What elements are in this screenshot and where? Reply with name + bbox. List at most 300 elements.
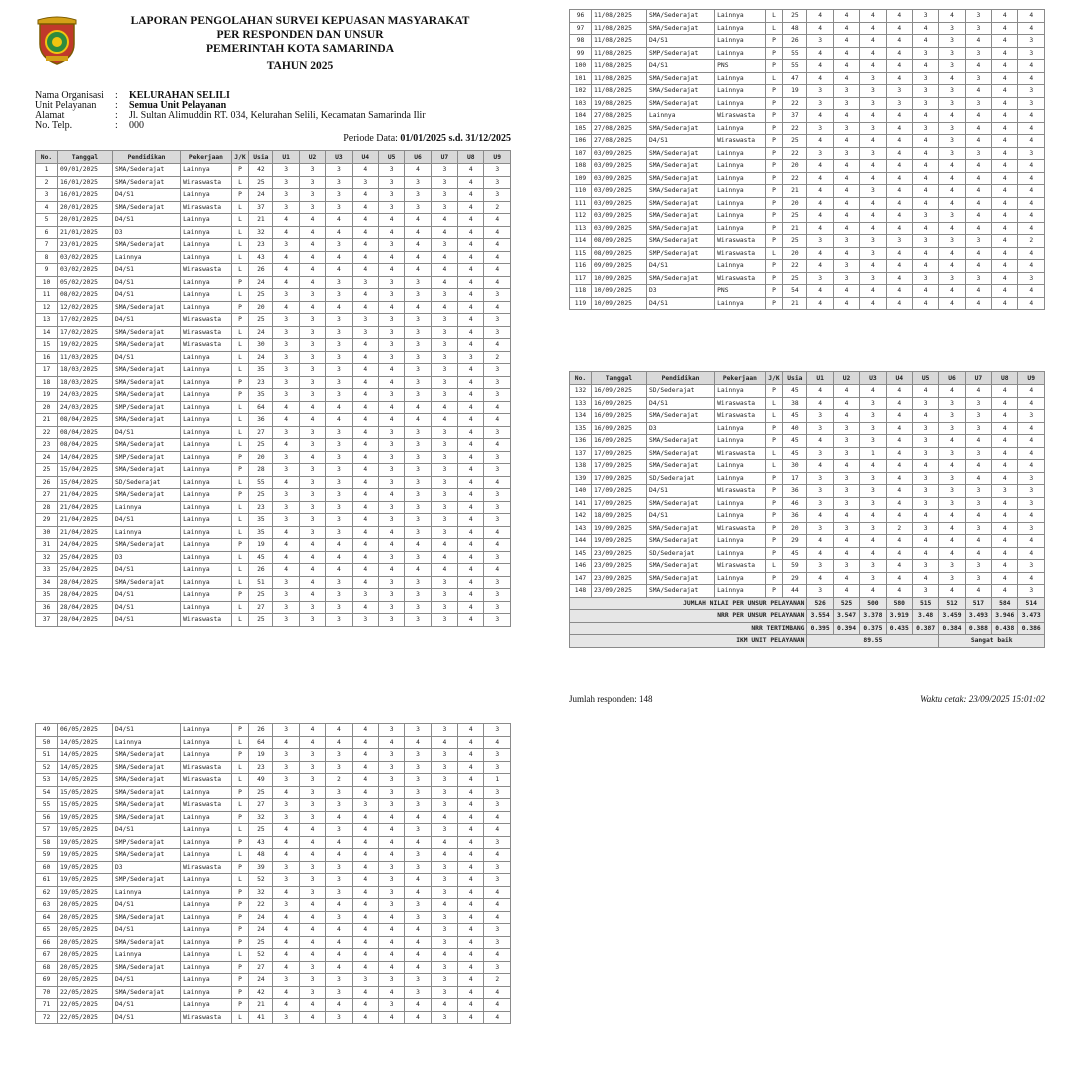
table-cell: 3 (326, 426, 352, 439)
table-cell: 4 (352, 836, 378, 849)
table-cell: 3 (378, 589, 404, 602)
table-cell: 4 (458, 761, 484, 774)
table-cell: Lainnya (181, 439, 232, 452)
table-cell: P (765, 47, 783, 60)
table-cell: 3 (326, 799, 352, 812)
table-cell: 4 (458, 749, 484, 762)
table-cell: 03/09/2025 (591, 222, 646, 235)
table-cell: 4 (326, 736, 352, 749)
table-cell: Lainnya (181, 414, 232, 427)
table-cell: 3 (807, 410, 833, 423)
table-cell: SD/Sederajat (646, 472, 714, 485)
table-cell: 3 (326, 514, 352, 527)
table-cell: 4 (458, 601, 484, 614)
table-cell: 15/04/2025 (57, 476, 112, 489)
table-cell: 20 (783, 522, 807, 535)
table-cell: 3 (939, 22, 965, 35)
summary-value: 3.378 (860, 610, 886, 623)
table-cell: 08/02/2025 (57, 289, 112, 302)
table-cell: 4 (833, 35, 859, 48)
table-row (570, 435, 1045, 448)
table-cell: 3 (299, 874, 325, 887)
table-cell: 4 (405, 264, 431, 277)
table-cell: 4 (273, 924, 299, 937)
table-cell: 3 (273, 874, 299, 887)
table-cell: L (765, 397, 783, 410)
table-row (36, 389, 511, 402)
table-cell: 4 (992, 235, 1018, 248)
table-cell: 43 (249, 251, 273, 264)
table-cell: 4 (458, 251, 484, 264)
table-cell: 08/04/2025 (57, 414, 112, 427)
table-cell: L (231, 949, 249, 962)
table-cell: 35 (249, 526, 273, 539)
table-cell: 3 (405, 351, 431, 364)
table-cell: D4/S1 (112, 314, 180, 327)
table-row (570, 385, 1045, 398)
table-cell: 40 (783, 422, 807, 435)
table-cell: 4 (965, 160, 991, 173)
table-cell: 4 (939, 10, 965, 23)
table-cell: 4 (405, 736, 431, 749)
table-cell: 56 (36, 811, 58, 824)
table-cell: 18/09/2025 (591, 510, 646, 523)
table-cell: 68 (36, 961, 58, 974)
table-row (36, 576, 511, 589)
table-cell: D4/S1 (112, 824, 180, 837)
table-cell: 3 (378, 239, 404, 252)
table-cell: 4 (299, 576, 325, 589)
table-cell: Lainnya (715, 572, 766, 585)
table-cell: 3 (273, 1011, 299, 1024)
table-cell: 3 (326, 589, 352, 602)
table-cell: 54 (36, 786, 58, 799)
table-cell: 4 (431, 949, 457, 962)
table-cell: 3 (326, 239, 352, 252)
table-cell: 3 (833, 97, 859, 110)
table-cell: 4 (299, 551, 325, 564)
table-cell: 3 (378, 326, 404, 339)
table-cell: 3 (912, 497, 938, 510)
table-cell: 4 (458, 489, 484, 502)
table-cell: 28 (249, 464, 273, 477)
table-cell: P (765, 435, 783, 448)
table-cell: 104 (570, 110, 592, 123)
table-row (36, 476, 511, 489)
table-cell: 4 (299, 301, 325, 314)
table-cell: 4 (431, 264, 457, 277)
table-cell: 3 (273, 326, 299, 339)
table-row (36, 564, 511, 577)
table-cell: Lainnya (181, 276, 232, 289)
summary-value: 3.459 (939, 610, 965, 623)
table-cell: 4 (886, 260, 912, 273)
table-cell: 3 (378, 761, 404, 774)
summary-label: NRR TERTIMBANG (570, 622, 807, 635)
table-cell: D4/S1 (112, 999, 180, 1012)
table-cell: 4 (273, 414, 299, 427)
table-cell: L (231, 351, 249, 364)
table-cell: D4/S1 (112, 189, 180, 202)
table-cell: 19/09/2025 (591, 535, 646, 548)
table-cell: 4 (352, 539, 378, 552)
table-cell: 3 (36, 189, 58, 202)
summary-value: 512 (939, 597, 965, 610)
table-cell: 27/08/2025 (591, 122, 646, 135)
table-cell: 3 (378, 514, 404, 527)
table-cell: 4 (886, 210, 912, 223)
table-cell: 4 (1018, 197, 1045, 210)
table-cell: Lainnya (715, 97, 766, 110)
table-row (570, 60, 1045, 73)
table-cell: 4 (352, 226, 378, 239)
table-cell: 23 (249, 376, 273, 389)
table-cell: SMA/Sederajat (112, 811, 180, 824)
table-cell: 4 (273, 836, 299, 849)
table-row (36, 176, 511, 189)
table-cell: Lainnya (181, 986, 232, 999)
table-row (36, 836, 511, 849)
table-cell: 3 (860, 185, 886, 198)
table-cell: 17/02/2025 (57, 326, 112, 339)
table-cell: 3 (299, 501, 325, 514)
table-cell: 3 (326, 576, 352, 589)
table-row (36, 514, 511, 527)
table-cell: 108 (570, 160, 592, 173)
table-row (570, 472, 1045, 485)
table-cell: 25 (249, 824, 273, 837)
table-cell: 3 (405, 551, 431, 564)
table-cell: 3 (352, 314, 378, 327)
table-cell: 101 (570, 72, 592, 85)
summary-row (570, 610, 1045, 623)
table-cell: 4 (458, 176, 484, 189)
table-cell: 4 (912, 197, 938, 210)
summary-value: 0.438 (992, 622, 1018, 635)
table-cell: 4 (405, 214, 431, 227)
table-cell: SMP/Sederajat (646, 247, 714, 260)
table-cell: SMA/Sederajat (112, 164, 180, 177)
table-row (36, 874, 511, 887)
column-header: Tanggal (57, 151, 112, 164)
table-cell: 4 (458, 289, 484, 302)
table-cell: 3 (405, 799, 431, 812)
table-cell: 4 (378, 961, 404, 974)
table-cell: 4 (860, 10, 886, 23)
table-cell: 4 (807, 185, 833, 198)
table-cell: Wiraswasta (715, 235, 766, 248)
table-row (570, 222, 1045, 235)
table-cell: 4 (273, 214, 299, 227)
table-cell: 4 (833, 585, 859, 598)
table-cell: 4 (273, 786, 299, 799)
table-cell: 3 (484, 389, 511, 402)
table-cell: 3 (939, 472, 965, 485)
table-cell: 7 (36, 239, 58, 252)
table-cell: SMA/Sederajat (646, 85, 714, 98)
table-cell: Wiraswasta (181, 201, 232, 214)
table-cell: 50 (36, 736, 58, 749)
table-cell: 4 (833, 47, 859, 60)
table-cell: 51 (36, 749, 58, 762)
table-cell: 4 (807, 435, 833, 448)
table-row (570, 35, 1045, 48)
table-cell: 4 (299, 251, 325, 264)
table-cell: 23 (249, 501, 273, 514)
table-row (570, 197, 1045, 210)
table-cell: SMA/Sederajat (646, 585, 714, 598)
table-cell: 4 (378, 364, 404, 377)
table-cell: 4 (326, 226, 352, 239)
table-cell: 26 (36, 476, 58, 489)
table-cell: 39 (249, 861, 273, 874)
table-cell: 3 (939, 560, 965, 573)
table-cell: 4 (273, 936, 299, 949)
table-cell: 4 (458, 501, 484, 514)
table-cell: 4 (912, 110, 938, 123)
summary-label: NRR PER UNSUR PELAYANAN (570, 610, 807, 623)
table-row (36, 376, 511, 389)
table-cell: 4 (939, 285, 965, 298)
table-cell: Lainnya (181, 749, 232, 762)
table-cell: 14/05/2025 (57, 761, 112, 774)
table-cell: 4 (431, 226, 457, 239)
table-cell: 4 (458, 239, 484, 252)
table-cell: 4 (912, 572, 938, 585)
table-cell: L (231, 476, 249, 489)
table-cell: 4 (1018, 222, 1045, 235)
table-cell: 4 (458, 786, 484, 799)
table-cell: 3 (299, 189, 325, 202)
table-cell: 3 (378, 974, 404, 987)
table-cell: D4/S1 (646, 135, 714, 148)
table-cell: 4 (458, 464, 484, 477)
table-cell: 3 (965, 97, 991, 110)
table-cell: 3 (833, 122, 859, 135)
column-header: U4 (352, 151, 378, 164)
table-cell: 4 (912, 222, 938, 235)
table-cell: 3 (405, 614, 431, 627)
table-cell: Lainnya (715, 472, 766, 485)
table-cell: 3 (860, 235, 886, 248)
table-cell: 4 (299, 924, 325, 937)
table-cell: 3 (378, 886, 404, 899)
table-row (36, 999, 511, 1012)
table-cell: 4 (273, 276, 299, 289)
table-cell: 19/05/2025 (57, 836, 112, 849)
table-row (570, 285, 1045, 298)
table-cell: 3 (431, 526, 457, 539)
table-cell: 3 (965, 447, 991, 460)
table-cell: 4 (352, 201, 378, 214)
table-cell: 3 (807, 560, 833, 573)
table-cell: 4 (886, 35, 912, 48)
table-cell: 102 (570, 85, 592, 98)
table-cell: 4 (992, 185, 1018, 198)
table-cell: 3 (833, 485, 859, 498)
table-cell: 4 (352, 749, 378, 762)
table-cell: 4 (378, 986, 404, 999)
table-cell: 4 (886, 185, 912, 198)
table-cell: D3 (646, 422, 714, 435)
table-cell: 3 (273, 861, 299, 874)
table-cell: 3 (273, 464, 299, 477)
table-cell: 3 (484, 326, 511, 339)
table-cell: Lainnya (646, 110, 714, 123)
table-cell: 4 (458, 451, 484, 464)
table-cell: 4 (833, 222, 859, 235)
table-row (570, 485, 1045, 498)
table-cell: 4 (965, 547, 991, 560)
table-cell: SMA/Sederajat (112, 239, 180, 252)
column-header: U5 (378, 151, 404, 164)
table-cell: 4 (965, 247, 991, 260)
summary-value: 0.387 (912, 622, 938, 635)
table-cell: 3 (299, 326, 325, 339)
table-cell: SMA/Sederajat (112, 489, 180, 502)
table-cell: 20 (783, 160, 807, 173)
table-cell: Lainnya (715, 497, 766, 510)
table-cell: P (231, 974, 249, 987)
table-cell: 3 (939, 272, 965, 285)
table-cell: 4 (299, 736, 325, 749)
table-cell: 4 (833, 172, 859, 185)
table-cell: 4 (992, 535, 1018, 548)
table-cell: P (231, 376, 249, 389)
table-cell: 4 (326, 401, 352, 414)
table-cell: 20/05/2025 (57, 949, 112, 962)
table-cell: 3 (405, 786, 431, 799)
table-cell: 4 (1018, 397, 1045, 410)
table-cell: 4 (405, 936, 431, 949)
table-cell: 4 (352, 761, 378, 774)
table-cell: 19/05/2025 (57, 861, 112, 874)
table-cell: SD/Sederajat (646, 385, 714, 398)
table-cell: 3 (405, 451, 431, 464)
table-cell: 3 (299, 289, 325, 302)
table-row (570, 585, 1045, 598)
table-cell: 28/04/2025 (57, 576, 112, 589)
table-cell: 3 (484, 501, 511, 514)
table-cell: 4 (273, 439, 299, 452)
table-cell: 3 (299, 761, 325, 774)
table-cell: 3 (431, 376, 457, 389)
table-cell: 3 (299, 176, 325, 189)
table-cell: P (231, 811, 249, 824)
table-cell: P (765, 172, 783, 185)
table-cell: 133 (570, 397, 592, 410)
table-cell: L (231, 176, 249, 189)
title-line-1: LAPORAN PENGOLAHAN SURVEI KEPUASAN MASYARAKAT (130, 15, 470, 27)
table-cell: 3 (326, 176, 352, 189)
table-cell: Lainnya (715, 22, 766, 35)
table-cell: 3 (326, 164, 352, 177)
table-cell: 3 (807, 85, 833, 98)
table-cell: 4 (352, 439, 378, 452)
table-cell: 27 (249, 799, 273, 812)
table-cell: 112 (570, 210, 592, 223)
table-row (570, 510, 1045, 523)
table-cell: 3 (1018, 410, 1045, 423)
column-header: U9 (484, 151, 511, 164)
table-cell: 12 (36, 301, 58, 314)
table-cell: P (231, 899, 249, 912)
table-cell: 3 (405, 774, 431, 787)
table-cell: 3 (273, 811, 299, 824)
table-cell: Lainnya (181, 961, 232, 974)
table-cell: 4 (431, 539, 457, 552)
table-cell: 3 (431, 201, 457, 214)
table-block-1 (35, 150, 515, 627)
table-cell: 3 (992, 485, 1018, 498)
table-cell: 3 (484, 936, 511, 949)
column-header: Pekerjaan (181, 151, 232, 164)
table-cell: 3 (939, 135, 965, 148)
table-cell: 3 (431, 986, 457, 999)
table-cell: 3 (965, 272, 991, 285)
summary-value: 3.554 (807, 610, 833, 623)
table-cell: 4 (1018, 460, 1045, 473)
table-cell: L (231, 289, 249, 302)
table-cell: 4 (992, 560, 1018, 573)
table-cell: 19/05/2025 (57, 886, 112, 899)
table-cell: 3 (431, 576, 457, 589)
table-cell: 4 (352, 564, 378, 577)
table-cell: 141 (570, 497, 592, 510)
column-header: U3 (326, 151, 352, 164)
table-cell: 4 (965, 172, 991, 185)
table-cell: 4 (886, 510, 912, 523)
table-cell: P (231, 961, 249, 974)
summary-value: 0.386 (1018, 622, 1045, 635)
table-cell: 4 (860, 460, 886, 473)
table-cell: 3 (273, 899, 299, 912)
table-cell: D4/S1 (112, 351, 180, 364)
table-cell: 4 (939, 385, 965, 398)
table-cell: 15/04/2025 (57, 464, 112, 477)
table-cell: 4 (326, 551, 352, 564)
table-cell: 3 (405, 201, 431, 214)
table-cell: 3 (939, 410, 965, 423)
table-cell: 4 (833, 460, 859, 473)
table-cell: 4 (992, 110, 1018, 123)
table-cell: 3 (378, 551, 404, 564)
table-cell: 4 (352, 376, 378, 389)
table-cell: 4 (807, 22, 833, 35)
table-cell: 4 (1018, 572, 1045, 585)
table-cell: D3 (112, 226, 180, 239)
table-cell: 3 (405, 761, 431, 774)
table-cell: P (765, 485, 783, 498)
table-cell: 4 (992, 247, 1018, 260)
table-cell: 4 (1018, 72, 1045, 85)
table-cell: 4 (458, 439, 484, 452)
table-cell: 11/08/2025 (591, 22, 646, 35)
table-row (570, 47, 1045, 60)
table-cell: 4 (992, 160, 1018, 173)
table-cell: P (765, 297, 783, 310)
table-cell: D4/S1 (112, 724, 180, 737)
table-cell: 4 (458, 911, 484, 924)
table-cell: 3 (405, 314, 431, 327)
table-cell: 1 (36, 164, 58, 177)
table-cell: Lainnya (181, 874, 232, 887)
table-cell: 3 (326, 339, 352, 352)
table-cell: 4 (405, 874, 431, 887)
table-cell: 4 (992, 572, 1018, 585)
table-row (570, 447, 1045, 460)
table-cell: Wiraswasta (181, 339, 232, 352)
